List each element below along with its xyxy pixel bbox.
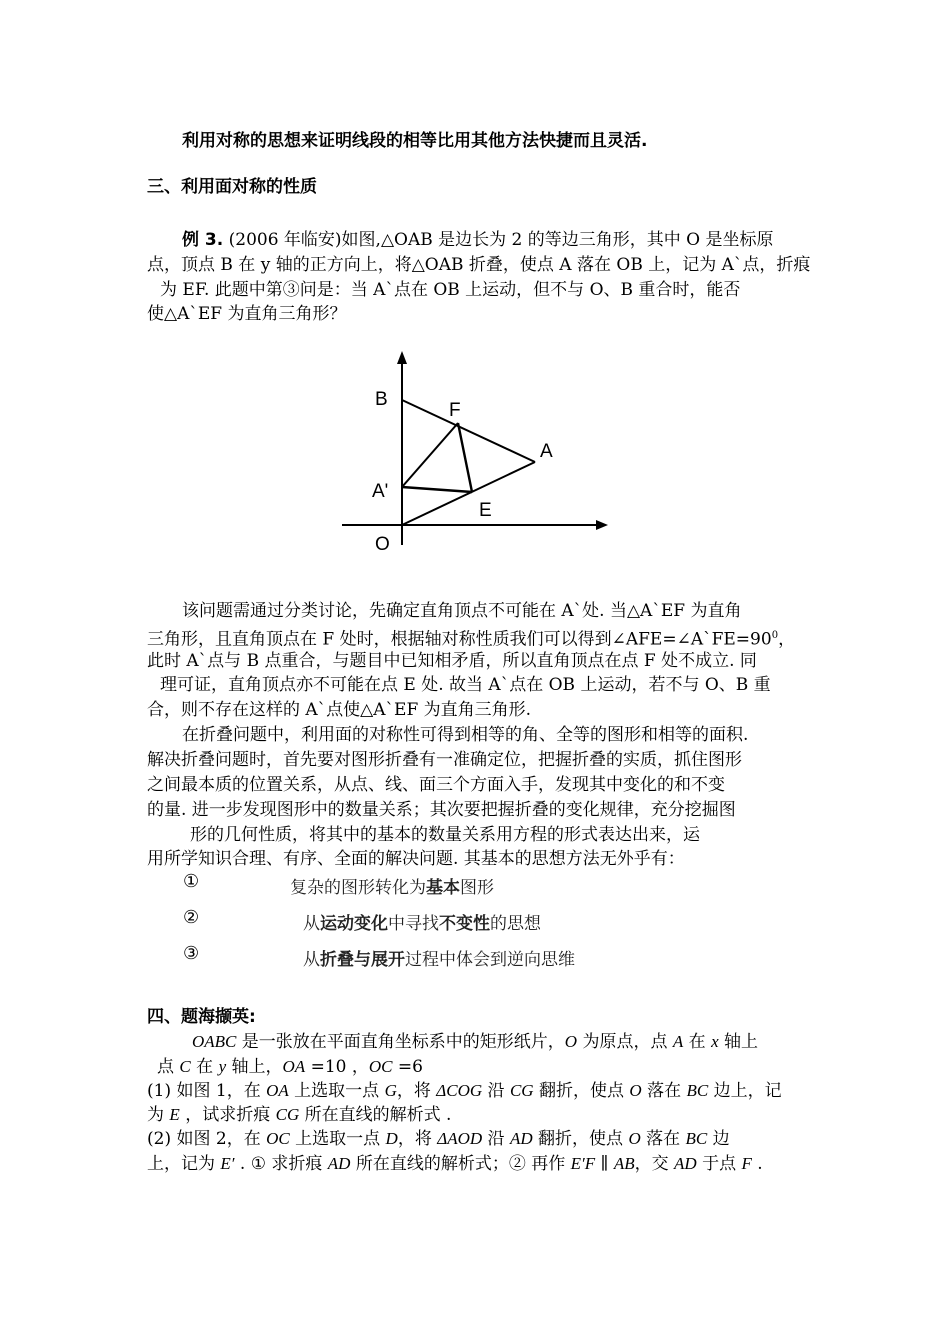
summary-line-6: 用所学知识合理、有序、全面的解决问题. 其基本的思想方法无外乎有：	[147, 849, 685, 869]
intro-line: 利用对称的思想来证明线段的相等比用其他方法快捷而且灵活.	[182, 131, 648, 151]
geometry-figure	[330, 345, 620, 570]
method-3-number: ③	[183, 943, 200, 964]
question-1-line-1: (1) 如图 1，在 OA 上选取一点 G，将 ΔCOG 沿 CG 翻折，使点 O 落在 BC 边上，记	[147, 1081, 782, 1101]
degree-superscript: 0	[771, 630, 779, 641]
analysis-line-2-text: 三角形，且直角顶点在 F 处时，根据轴对称性质我们可以得到∠AFE=∠A`FE=90	[147, 629, 772, 650]
label-B: B	[375, 389, 388, 410]
example-3-line-2: 点，顶点 B 在 y 轴的正方向上，将△OAB 折叠，使点 A 落在 OB 上，记为 A`点，折痕	[147, 255, 811, 275]
x-axis-arrow	[596, 520, 608, 530]
analysis-line-2	[147, 624, 795, 652]
method-2-text: 从运动变化中寻找不变性的思想	[303, 914, 541, 934]
segment-Aprime-E	[402, 487, 472, 492]
example-3-line-1	[182, 228, 774, 252]
segment-Aprime-F	[402, 423, 458, 487]
segment-F-E	[458, 423, 472, 492]
example-3-line-4: 使△A`EF 为直角三角形？	[147, 304, 347, 324]
summary-line-5: 形的几何性质，将其中的基本的数量关系用方程的形式表达出来，运	[190, 825, 700, 845]
method-1-number: ①	[183, 871, 200, 892]
label-Aprime: A'	[372, 481, 389, 502]
problem-line-2: 点 C 在 y 轴上，OA =10 ，OC =6	[157, 1057, 423, 1077]
label-E: E	[479, 500, 492, 521]
problem-line-1: OABC 是一张放在平面直角坐标系中的矩形纸片，O 为原点，点 A 在 x 轴上	[192, 1032, 759, 1052]
question-2-line-1: (2) 如图 2，在 OC 上选取一点 D，将 ΔAOD 沿 AD 翻折，使点 O 落在 BC 边	[147, 1129, 730, 1149]
analysis-line-3: 此时 A`点与 B 点重合，与题目中已知相矛盾，所以直角顶点在点 F 处不成立. 同	[147, 651, 757, 671]
summary-line-3: 之间最本质的位置关系，从点、线、面三个方面入手，发现其中变化的和不变	[147, 775, 725, 795]
example-3-line-3: 为 EF. 此题中第③问是：当 A`点在 OB 上运动，但不与 O、B 重合时，能否	[160, 280, 741, 300]
question-1-line-2: 为 E ，试求折痕 CG 所在直线的解析式 .	[147, 1105, 452, 1125]
analysis-line-5: 合，则不存在这样的 A`点使△A`EF 为直角三角形.	[147, 700, 532, 720]
label-F: F	[449, 400, 461, 421]
label-A: A	[540, 441, 553, 462]
section-4-heading: 四、题海撷英:	[147, 1007, 256, 1027]
example-3-label: 例 3.	[182, 230, 224, 250]
section-3-heading: 三、利用面对称的性质	[147, 177, 317, 197]
label-O: O	[375, 534, 390, 555]
method-1-text: 复杂的图形转化为基本图形	[290, 878, 494, 898]
question-2-line-2: 上，记为 E′ . ① 求折痕 AD 所在直线的解析式；② 再作 E′F ∥ AB，交 AD 于点 F .	[147, 1154, 763, 1174]
analysis-line-2-end: ，	[778, 629, 796, 650]
segment-BA	[402, 400, 535, 462]
y-axis-arrow	[397, 351, 407, 364]
summary-line-1: 在折叠问题中，利用面的对称性可得到相等的角、全等的图形和相等的面积.	[182, 725, 749, 745]
method-3-text: 从折叠与展开过程中体会到逆向思维	[303, 950, 575, 970]
analysis-line-4: 理可证，直角顶点亦不可能在点 E 处. 故当 A`点在 OB 上运动，若不与 O、B 重	[160, 675, 771, 695]
analysis-line-1: 该问题需通过分类讨论，先确定直角顶点不可能在 A`处. 当△A`EF 为直角	[182, 601, 742, 621]
example-3-text-1: (2006 年临安)如图,△OAB 是边长为 2 的等边三角形，其中 O 是坐标原	[228, 230, 774, 250]
summary-line-2: 解决折叠问题时，首先要对图形折叠有一准确定位，把握折叠的实质，抓住图形	[147, 750, 742, 770]
summary-line-4: 的量. 进一步发现图形中的数量关系；其次要把握折叠的变化规律，充分挖掘图	[147, 800, 736, 820]
method-2-number: ②	[183, 907, 200, 928]
